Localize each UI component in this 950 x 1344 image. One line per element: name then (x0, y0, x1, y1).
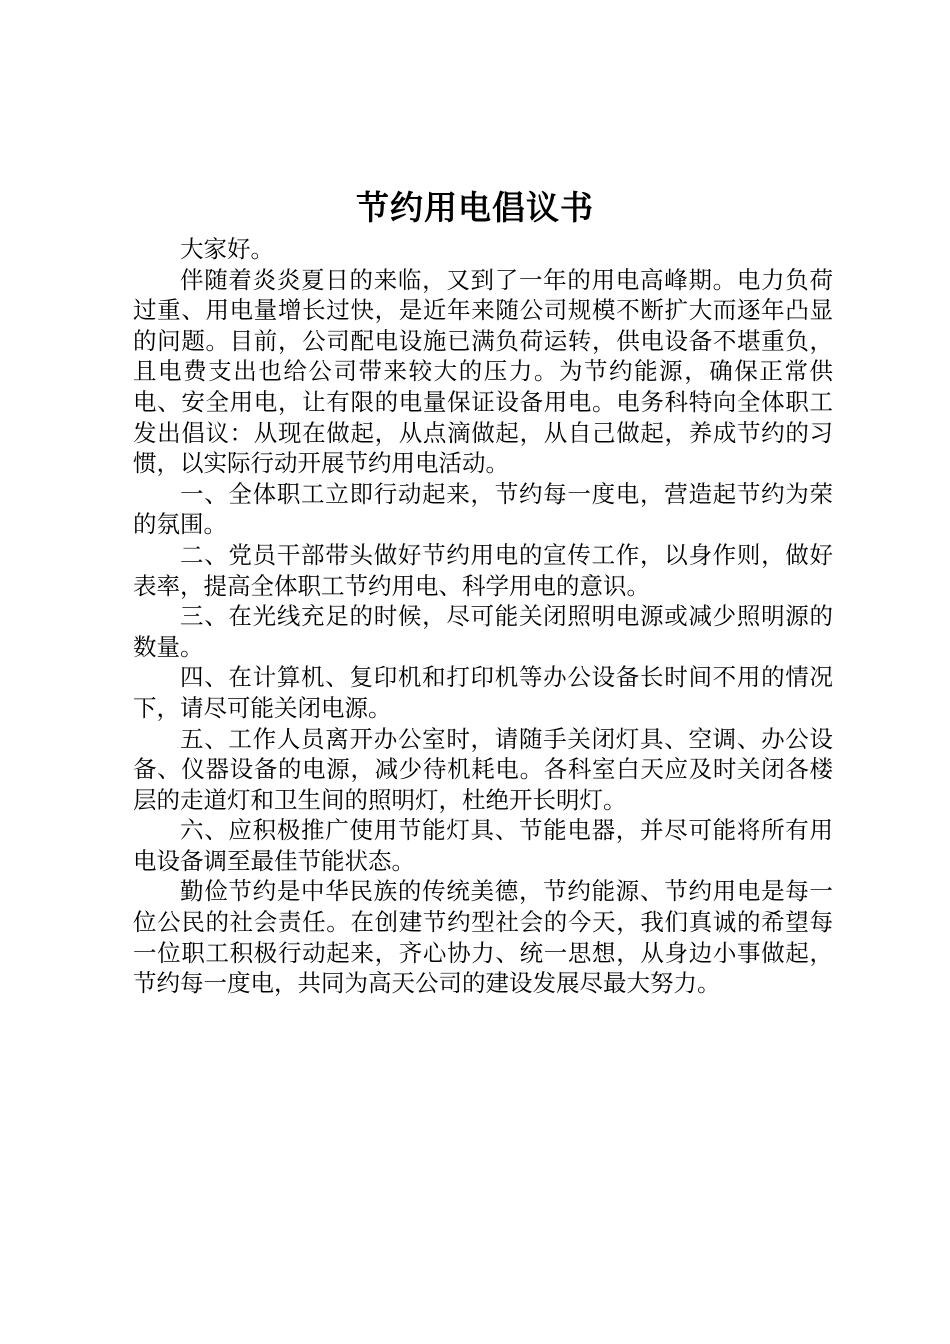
proposal-item-2: 二、党员干部带头做好节约用电的宣传工作，以身作则，做好表率，提高全体职工节约用电、科学用电的意识。 (133, 540, 833, 600)
closing-paragraph: 勤俭节约是中华民族的传统美德，节约能源、节约用电是每一位公民的社会责任。在创建节约型社会的今天，我们真诚的希望每一位职工积极行动起来，齐心协力、统一思想，从身边小事做起，节约每一度电，共同为高天公司的建设发展尽最大努力。 (133, 877, 833, 998)
intro-paragraph: 伴随着炎炎夏日的来临，又到了一年的用电高峰期。电力负荷过重、用电量增长过快，是近年来随公司规模不断扩大而逐年凸显的问题。目前，公司配电设施已满负荷运转，供电设备不堪重负，且电费支出也给公司带来较大的压力。为节约能源，确保正常供电、安全用电，让有限的电量保证设备用电。电务科特向全体职工发出倡议：从现在做起，从点滴做起，从自己做起，养成节约的习惯，以实际行动开展节约用电活动。 (133, 265, 833, 478)
proposal-item-5: 五、工作人员离开办公室时，请随手关闭灯具、空调、办公设备、仪器设备的电源，减少待机耗电。各科室白天应及时关闭各楼层的走道灯和卫生间的照明灯，杜绝开长明灯。 (133, 724, 833, 814)
document-body (133, 234, 833, 999)
proposal-item-4: 四、在计算机、复印机和打印机等办公设备长时间不用的情况下，请尽可能关闭电源。 (133, 663, 833, 722)
proposal-item-3: 三、在光线充足的时候，尽可能关闭照明电源或减少照明源的数量。 (133, 602, 833, 661)
proposal-item-1: 一、全体职工立即行动起来，节约每一度电，营造起节约为荣的氛围。 (133, 479, 833, 539)
greeting-paragraph: 大家好。 (180, 235, 274, 263)
document-title: 节约用电倡议书 (356, 188, 594, 227)
proposal-item-6: 六、应积极推广使用节能灯具、节能电器，并尽可能将所有用电设备调至最佳节能状态。 (133, 816, 833, 875)
